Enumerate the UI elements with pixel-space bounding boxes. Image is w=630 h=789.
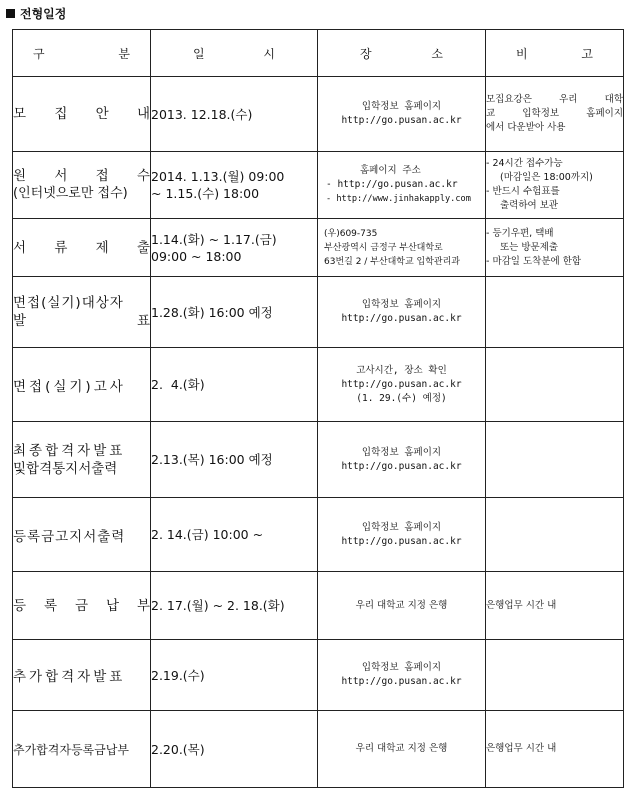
table-header-row [13, 30, 624, 77]
row-date: 2014. 1.13.(월) 09:00 ~ 1.15.(수) 18:00 [151, 152, 318, 219]
row-place: 입학정보 홈페이지 http://go.pusan.ac.kr [318, 77, 486, 152]
row-date: 2.20.(목) [151, 711, 318, 788]
row-place: 고사시간, 장소 확인 http://go.pusan.ac.kr (1. 29.(수) 예정) [318, 348, 486, 422]
row-category: 면접(실기)고사 [13, 348, 151, 422]
header-category: 구 분 [13, 30, 151, 77]
row-category: 원 서 접 수 (인터넷으로만 접수) [13, 152, 151, 219]
row-note: 은행업무 시간 내 [486, 572, 624, 640]
row-category: 등 록 금 납 부 [13, 572, 151, 640]
table-row [13, 640, 624, 711]
row-note: 은행업무 시간 내 [486, 711, 624, 788]
row-category: 최종합격자발표 및합격통지서출력 [13, 422, 151, 498]
table-row [13, 572, 624, 640]
section-title-text: 전형일정 [20, 6, 67, 21]
row-date: 2. 17.(월) ~ 2. 18.(화) [151, 572, 318, 640]
row-place: 입학정보 홈페이지 http://go.pusan.ac.kr [318, 640, 486, 711]
row-category: 등록금고지서출력 [13, 498, 151, 572]
header-note: 비 고 [486, 30, 624, 77]
row-note [486, 640, 624, 711]
table-row [13, 711, 624, 788]
header-place: 장 소 [318, 30, 486, 77]
row-date: 2.19.(수) [151, 640, 318, 711]
row-date: 2. 4.(화) [151, 348, 318, 422]
table-row [13, 277, 624, 348]
row-place: (우)609-735 부산광역시 금정구 부산대학로 63번길 2 / 부산대학교 입학관리과 [318, 219, 486, 277]
row-note [486, 498, 624, 572]
table-row [13, 498, 624, 572]
row-category: 면접(실기)대상자 발 표 [13, 277, 151, 348]
row-place: 입학정보 홈페이지 http://go.pusan.ac.kr [318, 498, 486, 572]
row-category: 추가합격자발표 [13, 640, 151, 711]
row-date: 1.28.(화) 16:00 예정 [151, 277, 318, 348]
schedule-table [12, 29, 624, 788]
row-place: 우리 대학교 지정 은행 [318, 572, 486, 640]
table-row [13, 219, 624, 277]
table-row [13, 152, 624, 219]
row-place: 우리 대학교 지정 은행 [318, 711, 486, 788]
row-category: 추가합격자등록금납부 [13, 711, 151, 788]
row-note: - 24시간 접수가능 (마감일은 18:00까지) - 반드시 수험표를 출력하여 보관 [486, 152, 624, 219]
row-date: 2013. 12.18.(수) [151, 77, 318, 152]
section-title [4, 4, 66, 22]
row-note [486, 277, 624, 348]
row-place: 홈페이지 주소 - http://go.pusan.ac.kr - http://www.jinhakapply.com [318, 152, 486, 219]
row-note: - 등기우편, 택배 또는 방문제출 - 마감일 도착분에 한함 [486, 219, 624, 277]
row-note [486, 422, 624, 498]
row-place: 입학정보 홈페이지 http://go.pusan.ac.kr [318, 422, 486, 498]
table-row [13, 422, 624, 498]
header-date: 일 시 [151, 30, 318, 77]
table-row [13, 348, 624, 422]
row-note [486, 348, 624, 422]
row-category: 서 류 제 출 [13, 219, 151, 277]
row-note: 모집요강은 우리 대학 교 입학정보 홈페이지 에서 다운받아 사용 [486, 77, 624, 152]
table-row [13, 77, 624, 152]
row-category: 모 집 안 내 [13, 77, 151, 152]
row-date: 2.13.(목) 16:00 예정 [151, 422, 318, 498]
row-date: 1.14.(화) ~ 1.17.(금) 09:00 ~ 18:00 [151, 219, 318, 277]
row-place: 입학정보 홈페이지 http://go.pusan.ac.kr [318, 277, 486, 348]
row-date: 2. 14.(금) 10:00 ~ [151, 498, 318, 572]
square-bullet-icon [6, 9, 15, 18]
